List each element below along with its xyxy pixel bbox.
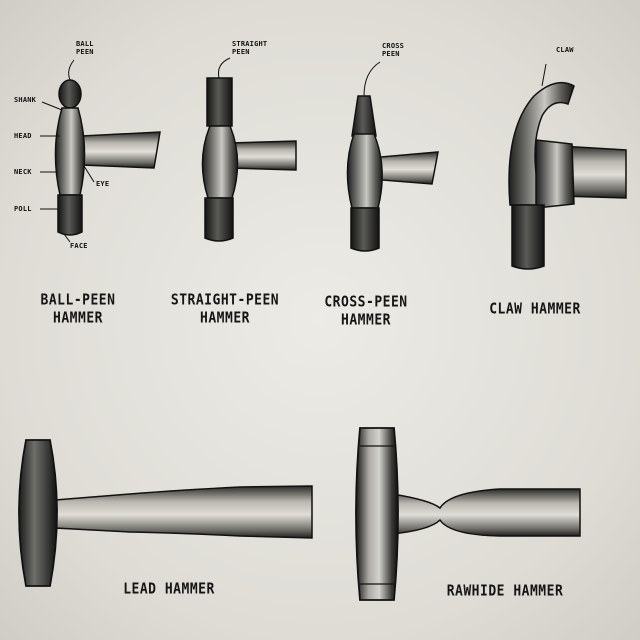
caption-ball-peen-line2: HAMMER (53, 310, 103, 328)
claw-hammer-head (536, 140, 574, 208)
caption-cross-peen-line1: CROSS-PEEN (324, 293, 408, 311)
caption-ball-peen-hammer (18, 292, 138, 329)
ball-peen-handle (82, 132, 160, 168)
label-face: FACE (70, 242, 88, 250)
straight-peen-peen (207, 78, 232, 126)
straight-peen-handle (230, 141, 296, 170)
ball-peen-ball (59, 80, 81, 108)
rawhide-hammer (356, 428, 580, 600)
caption-straight-peen-line1: STRAIGHT-PEEN (170, 291, 280, 309)
caption-straight-peen-line2: HAMMER (200, 310, 250, 328)
ball-peen-head (55, 108, 84, 195)
label-eye: EYE (96, 180, 110, 188)
lead-hammer-handle (55, 486, 312, 538)
caption-lead-hammer: LEAD HAMMER (123, 580, 215, 599)
ball-peen-face (58, 195, 82, 235)
lead-hammer (19, 440, 312, 586)
claw-hammer-face (512, 205, 544, 269)
caption-claw-hammer: CLAW HAMMER (489, 300, 581, 319)
caption-rawhide-hammer: RAWHIDE HAMMER (446, 582, 564, 601)
label-shank: SHANK (14, 96, 37, 104)
cross-peen-face (351, 208, 379, 251)
label-ball-peen-part (76, 40, 94, 56)
straight-peen-face (205, 198, 233, 241)
label-cross-peen-line2: PEEN (382, 50, 400, 58)
cross-peen-peen (352, 96, 376, 136)
straight-peen-head (202, 126, 237, 198)
label-straight-peen-part (232, 40, 267, 56)
caption-straight-peen-hammer (160, 292, 290, 329)
caption-cross-peen-hammer (306, 294, 426, 331)
label-cross-peen-line1: CROSS (382, 42, 405, 50)
ball-peen-hammer (40, 60, 160, 242)
label-ball-peen-line1: BALL (76, 40, 94, 48)
label-poll: POLL (14, 205, 32, 213)
cross-peen-hammer (347, 62, 438, 251)
caption-cross-peen-line2: HAMMER (341, 312, 391, 330)
rawhide-hammer-handle (392, 489, 580, 536)
label-head: HEAD (14, 132, 32, 140)
label-neck: NECK (14, 168, 32, 176)
straight-peen-hammer (202, 58, 296, 241)
caption-ball-peen-line1: BALL-PEEN (40, 291, 116, 309)
label-cross-peen-part (382, 42, 404, 58)
rawhide-hammer-head (356, 428, 398, 600)
label-straight-peen-line1: STRAIGHT (232, 40, 268, 48)
label-straight-peen-line2: PEEN (232, 48, 250, 56)
cross-peen-head (347, 134, 382, 208)
label-ball-peen-line2: PEEN (76, 48, 94, 56)
claw-hammer (509, 64, 626, 269)
lead-hammer-head (19, 440, 57, 586)
label-claw-part: CLAW (556, 46, 574, 54)
